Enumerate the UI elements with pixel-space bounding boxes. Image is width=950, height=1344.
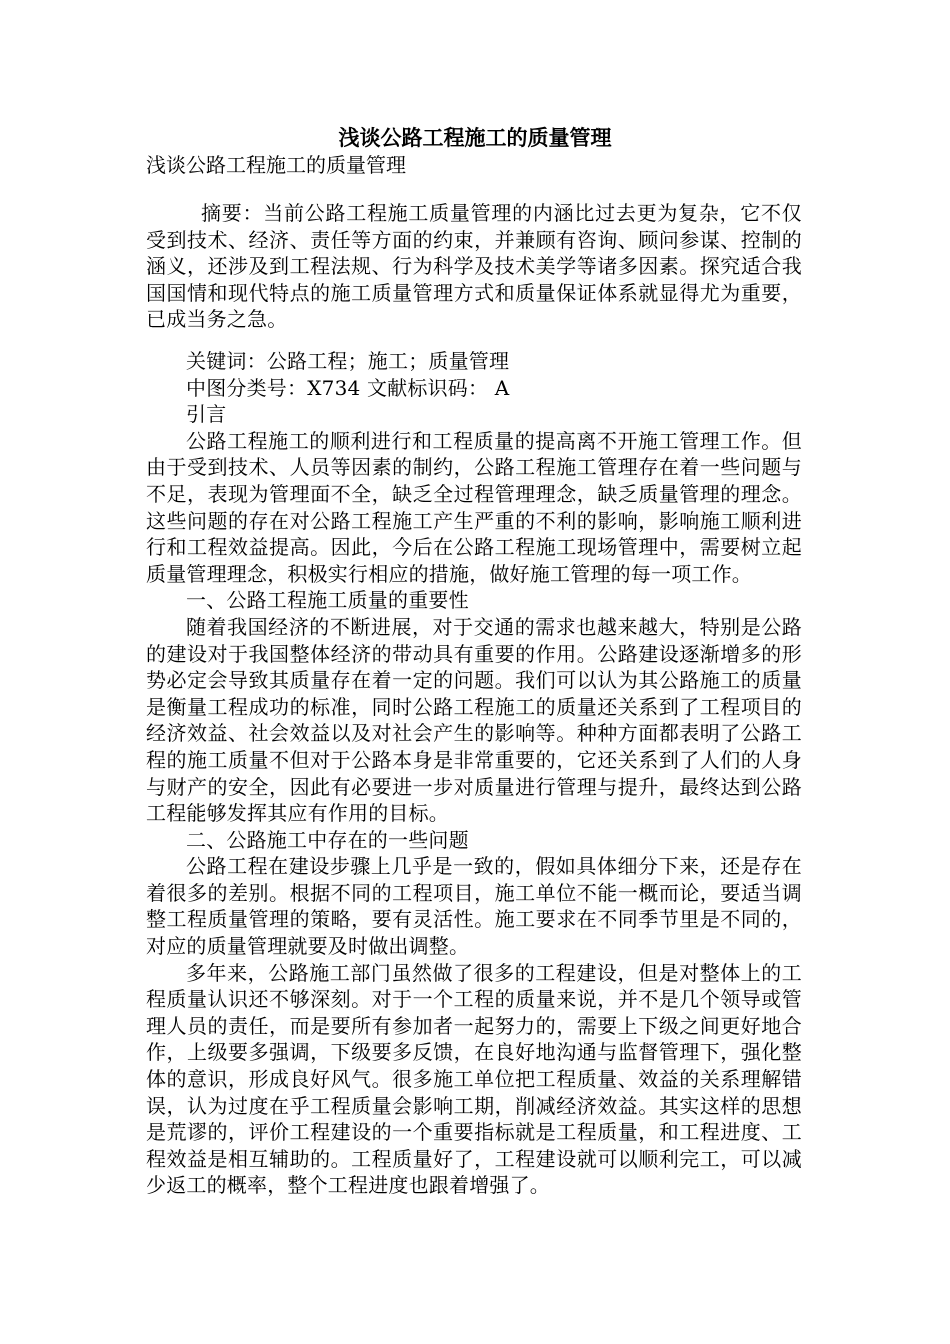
- abstract-section: [146, 200, 802, 333]
- section2-paragraph-2: 多年来，公路施工部门虽然做了很多的工程建设，但是对整体上的工程质量认识还不够深刻。对于一个工程的质量来说，并不是几个领导或管理人员的责任，而是要所有参加者一起努力的，需要上下级之间更好地合作，上级要多强调，下级要多反馈，在良好地沟通与监督管理下，强化整体的意识，形成良好风气。很多施工单位把工程质量、效益的关系理解错误，认为过度在乎工程质量会影响工期，削减经济效益。其实这样的思想是荒谬的，评价工程建设的一个重要指标就是工程质量，和工程进度、工程效益是相互辅助的。工程质量好了，工程建设就可以顺利完工，可以减少返工的概率，整个工程进度也跟着增强了。: [146, 960, 802, 1198]
- document-subtitle: 浅谈公路工程施工的质量管理: [146, 153, 406, 177]
- classification-line: 中图分类号：X734 文献标识码： A: [186, 375, 510, 400]
- section2-heading: 二、公路施工中存在的一些问题: [186, 827, 469, 852]
- section2-paragraph-1: 公路工程在建设步骤上几乎是一致的，假如具体细分下来，还是存在着很多的差别。根据不同的工程项目，施工单位不能一概而论，要适当调整工程质量管理的策略，要有灵活性。施工要求在不同季节里是不同的，对应的质量管理就要及时做出调整。: [146, 854, 802, 959]
- section1-heading: 一、公路工程施工质量的重要性: [186, 588, 469, 613]
- intro-paragraph: 公路工程施工的顺利进行和工程质量的提高离不开施工管理工作。但由于受到技术、人员等因素的制约，公路工程施工管理存在着一些问题与不足，表现为管理面不全，缺乏全过程管理理念，缺乏质量管理的理念。这些问题的存在对公路工程施工产生严重的不利的影响，影响施工顺利进行和工程效益提高。因此，今后在公路工程施工现场管理中，需要树立起质量管理理念，积极实行相应的措施，做好施工管理的每一项工作。: [146, 428, 802, 586]
- document-title: 浅谈公路工程施工的质量管理: [338, 125, 612, 150]
- main-body: [146, 348, 802, 1199]
- abstract-paragraph: 摘要：当前公路工程施工质量管理的内涵比过去更为复杂，它不仅受到技术、经济、责任等方面的约束，并兼顾有咨询、顾问参谋、控制的涵义，还涉及到工程法规、行为科学及技术美学等诸多因素。探究适合我国国情和现代特点的施工质量管理方式和质量保证体系就显得尤为重要，已成当务之急。: [146, 201, 802, 332]
- keywords-line: 关键词：公路工程；施工；质量管理: [186, 349, 510, 373]
- section1-paragraph: 随着我国经济的不断进展，对于交通的需求也越来越大，特别是公路的建设对于我国整体经济的带动具有重要的作用。公路建设逐渐增多的形势必定会导致其质量存在着一定的问题。我们可以认为其公路施工的质量是衡量工程成功的标准，同时公路工程施工的质量还关系到了工程项目的经济效益、社会效益以及对社会产生的影响等。种种方面都表明了公路工程的施工质量不但对于公路本身是非常重要的，它还关系到了人们的人身与财产的安全，因此有必要进一步对质量进行管理与提升，最终达到公路工程能够发挥其应有作用的目标。: [146, 614, 802, 826]
- intro-heading: 引言: [186, 402, 227, 427]
